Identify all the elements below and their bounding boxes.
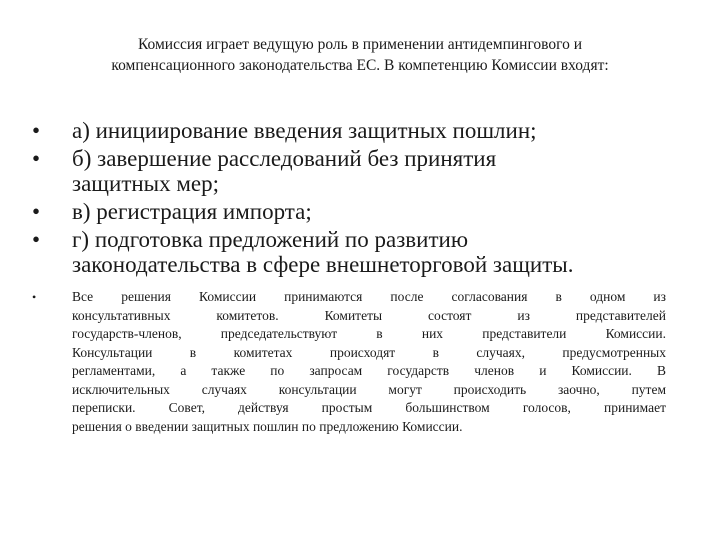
bullet-icon: • [32,290,37,304]
bullet-icon: • [32,146,41,171]
note-line: Все решения Комиссии принимаются после согласования в одном из [72,289,666,304]
title-line-1: Комиссия играет ведущую роль в применении антидемпингового и [137,36,583,53]
bullet-icon: • [32,227,41,252]
note-line: регламентами, а также по запросам государств членов и Комиссии. В [72,363,666,378]
list-item [32,199,692,224]
note-line: решения о введении защитных пошлин по предложению Комиссии. [72,418,463,434]
note-line: Консультации в комитетах происходят в случаях, предусмотренных [72,344,666,360]
title-line-2: компенсационного законодательства ЕС. В компетенцию Комиссии входят: [111,57,609,74]
bullet-icon: • [32,118,41,143]
list-item-text: законодательства в сфере внешнеторговой защиты. [72,252,574,277]
note-line: переписки. Совет, действуя простым большинством голосов, принимает [72,400,666,415]
list-item [32,146,692,196]
list-item [32,118,692,143]
list-item [32,227,692,277]
list-item-text: б) завершение расследований без принятия [72,146,497,171]
list-item-text: г) подготовка предложений по развитию [72,227,468,252]
note-line: государств-членов, председательствуют в них представители Комиссии. [72,326,666,341]
decision-note-paragraph [32,288,666,436]
list-item-text: защитных мер; [72,171,220,196]
competence-list [32,118,692,280]
bullet-icon: • [32,199,41,224]
note-line: консультативных комитетов. Комитеты состоят из представителей [72,307,666,323]
note-line: исключительных случаях консультации могут происходить заочно, путем [72,381,666,397]
slide-title [40,34,680,76]
list-item-text: а) инициирование введения защитных пошлин; [72,118,537,143]
list-item-text: в) регистрация импорта; [72,199,312,224]
